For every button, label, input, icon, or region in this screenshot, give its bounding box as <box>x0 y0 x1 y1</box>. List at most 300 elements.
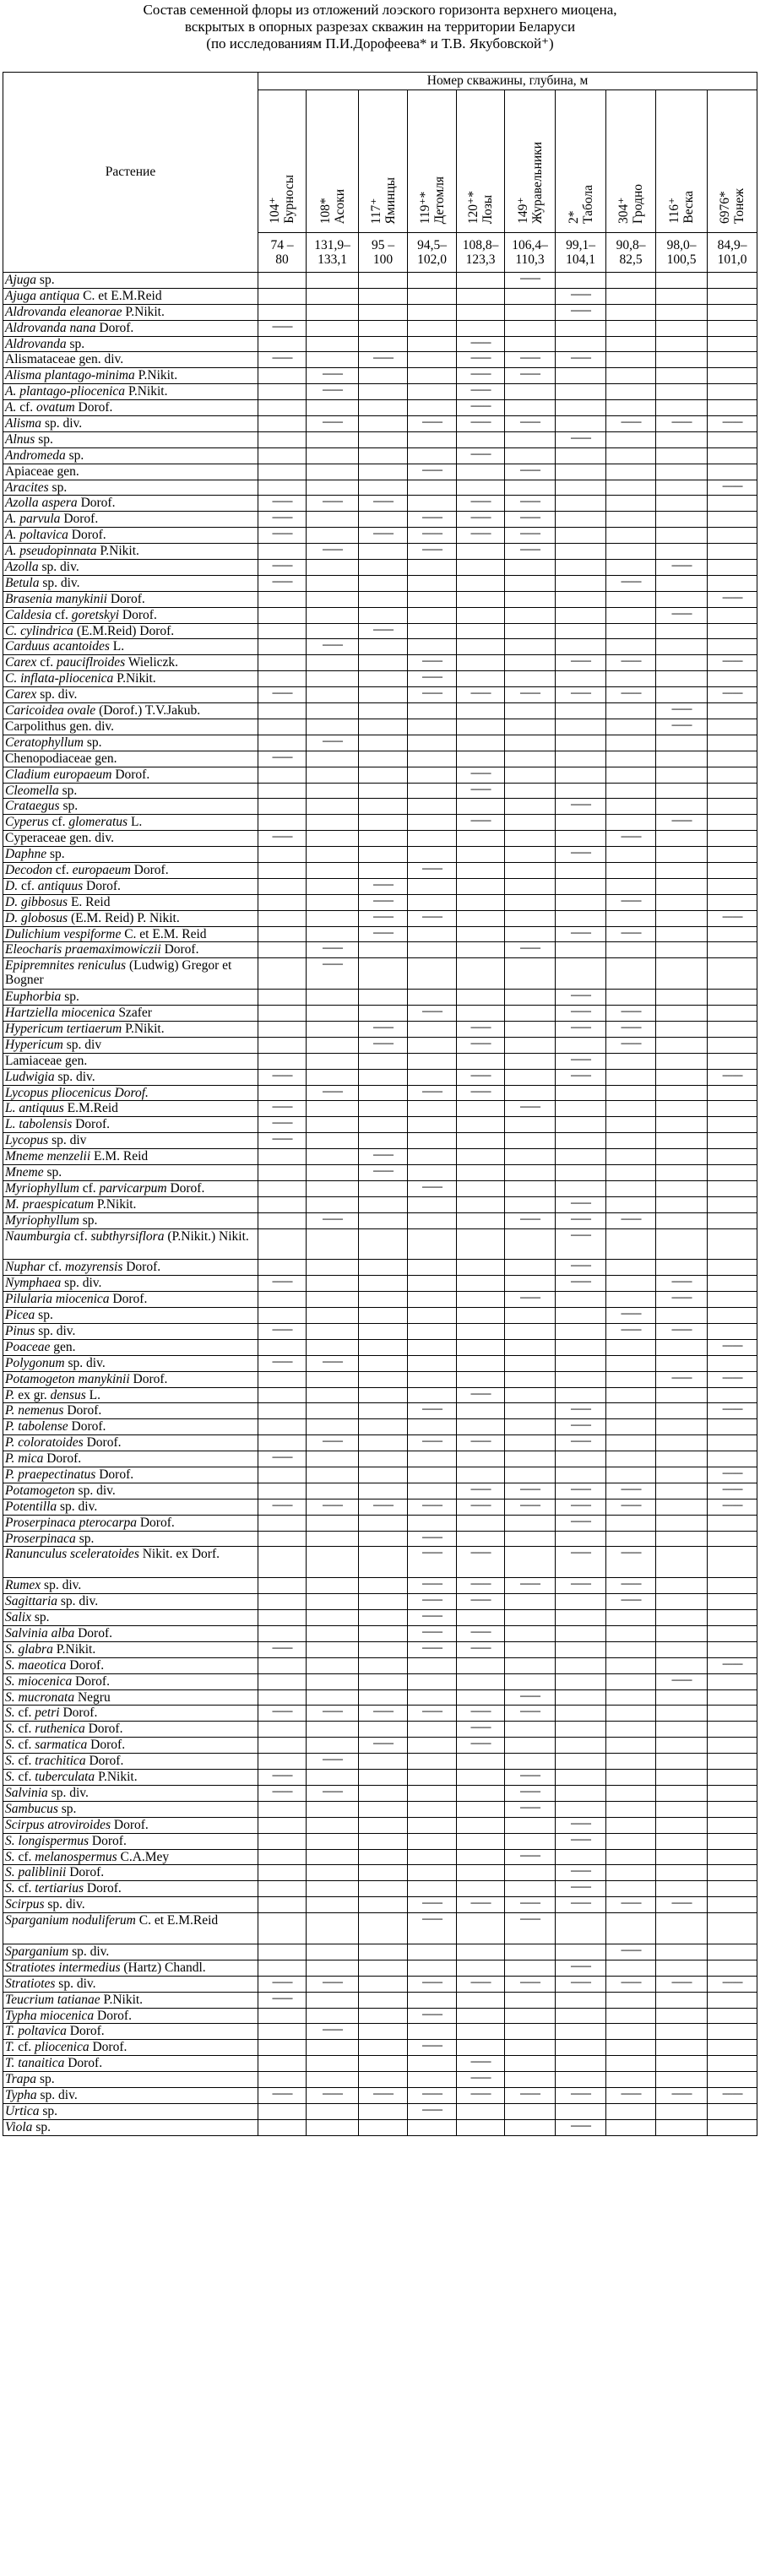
occurrence-cell <box>656 703 708 719</box>
occurrence-cell <box>606 1578 656 1594</box>
taxon-text: Dorof. <box>72 1673 110 1689</box>
taxon-text: sp. div. <box>44 1897 85 1912</box>
occurrence-cell <box>307 1292 359 1308</box>
table-row <box>3 1976 757 1992</box>
occurrence-cell <box>556 1451 606 1467</box>
taxon-text: cf. <box>14 1722 35 1737</box>
occurrence-cell <box>408 2056 457 2072</box>
table-row <box>3 1722 757 1738</box>
taxon-italic: Epipremnites reniculus <box>5 958 127 973</box>
occurrence-cell <box>307 1053 359 1069</box>
occurrence-cell <box>606 1944 656 1960</box>
occurrence-cell <box>556 1292 606 1308</box>
occurrence-cell <box>656 1069 708 1085</box>
occurrence-cell <box>258 1531 307 1547</box>
taxon-text: sp. div. <box>36 687 78 702</box>
occurrence-cell <box>307 368 359 384</box>
occurrence-cell <box>307 1689 359 1706</box>
occurrence-cell <box>359 607 408 623</box>
occurrence-cell <box>606 464 656 480</box>
occurrence-cell <box>457 655 505 671</box>
occurrence-cell <box>556 1021 606 1037</box>
occurrence-cell <box>457 1944 505 1960</box>
plant-name <box>3 703 258 719</box>
occurrence-cell <box>505 480 556 496</box>
table-row <box>3 352 757 368</box>
taxon-italic: Caldesia <box>5 607 52 622</box>
occurrence-cell <box>505 1738 556 1754</box>
taxon-text: cf. <box>52 862 73 877</box>
taxon-text: L. <box>128 815 143 830</box>
occurrence-cell <box>505 878 556 894</box>
occurrence-cell <box>556 1117 606 1133</box>
plant-name <box>3 1228 258 1260</box>
well-label <box>567 185 595 224</box>
occurrence-cell <box>606 1260 656 1276</box>
plant-name <box>3 1037 258 1053</box>
occurrence-cell <box>307 1164 359 1180</box>
occurrence-cell <box>656 1149 708 1165</box>
presence-mark: -------- <box>322 1499 343 1510</box>
taxon-text: Dorof. <box>84 1722 123 1737</box>
well-depth <box>708 233 757 273</box>
occurrence-cell <box>307 1754 359 1770</box>
occurrence-cell <box>258 1133 307 1149</box>
taxon-italic: T. poltavica <box>5 2024 67 2039</box>
wells-group-header: Номер скважины, глубина, м <box>258 73 757 90</box>
plant-name <box>3 1641 258 1657</box>
occurrence-cell <box>307 1101 359 1117</box>
taxon-text: P.Nikit. <box>122 304 165 319</box>
presence-mark: -------- <box>722 1467 743 1479</box>
occurrence-cell <box>656 288 708 304</box>
occurrence-cell <box>505 1673 556 1689</box>
well-site: Журавельники <box>529 142 545 224</box>
occurrence-cell <box>656 1578 708 1594</box>
occurrence-cell <box>359 1053 408 1069</box>
presence-mark: -------- <box>470 1976 491 1988</box>
occurrence-cell <box>457 1101 505 1117</box>
occurrence-cell <box>408 368 457 384</box>
taxon-text: cf. <box>36 655 57 670</box>
occurrence-cell <box>556 735 606 751</box>
presence-mark: -------- <box>470 1069 491 1081</box>
occurrence-cell <box>505 1499 556 1515</box>
occurrence-cell <box>408 1499 457 1515</box>
occurrence-cell <box>708 336 757 352</box>
occurrence-cell <box>359 751 408 767</box>
occurrence-cell <box>556 2119 606 2135</box>
occurrence-cell <box>408 1817 457 1833</box>
occurrence-cell <box>708 1308 757 1324</box>
occurrence-cell <box>708 384 757 400</box>
occurrence-cell <box>457 1547 505 1578</box>
taxon-text: cf. <box>18 878 38 893</box>
occurrence-cell <box>258 1865 307 1881</box>
occurrence-cell <box>708 1069 757 1085</box>
occurrence-cell <box>656 799 708 815</box>
taxon-text: sp. <box>57 1801 77 1816</box>
taxon-italic: melanospermus <box>35 1849 117 1864</box>
plant-name <box>3 1992 258 2008</box>
presence-mark: -------- <box>570 1069 591 1081</box>
occurrence-cell <box>656 1164 708 1180</box>
occurrence-cell <box>556 336 606 352</box>
occurrence-cell <box>457 496 505 512</box>
presence-mark: -------- <box>470 527 491 540</box>
occurrence-cell <box>457 1706 505 1722</box>
occurrence-cell <box>606 496 656 512</box>
presence-mark: -------- <box>722 1499 743 1510</box>
taxon-italic: Mneme menzelii <box>5 1149 91 1164</box>
occurrence-cell <box>505 496 556 512</box>
occurrence-cell <box>307 1483 359 1499</box>
well-label <box>466 191 495 224</box>
occurrence-cell <box>656 1499 708 1515</box>
presence-mark: -------- <box>421 1180 442 1192</box>
occurrence-cell <box>408 878 457 894</box>
well-number: 149⁺ <box>515 197 530 224</box>
occurrence-cell <box>359 1435 408 1451</box>
occurrence-cell <box>258 1117 307 1133</box>
occurrence-cell <box>556 990 606 1006</box>
occurrence-cell <box>457 560 505 576</box>
occurrence-cell <box>307 687 359 703</box>
occurrence-cell <box>708 304 757 320</box>
presence-mark: -------- <box>470 2087 491 2099</box>
taxon-italic: Typha miocenica <box>5 2008 95 2023</box>
table-row <box>3 2119 757 2135</box>
occurrence-cell <box>457 544 505 560</box>
presence-mark: -------- <box>421 1499 442 1510</box>
occurrence-cell <box>556 1913 606 1944</box>
table-row <box>3 304 757 320</box>
occurrence-cell <box>408 1371 457 1387</box>
occurrence-cell <box>258 1308 307 1324</box>
occurrence-cell <box>408 288 457 304</box>
occurrence-cell <box>457 1913 505 1944</box>
occurrence-cell <box>606 1913 656 1944</box>
occurrence-cell <box>359 1849 408 1865</box>
taxon-text: Carpolithus gen. div. <box>5 719 115 734</box>
presence-mark: -------- <box>372 1499 394 1510</box>
occurrence-cell <box>708 1212 757 1228</box>
occurrence-cell <box>307 1960 359 1976</box>
occurrence-cell <box>656 1483 708 1499</box>
occurrence-cell <box>408 1069 457 1085</box>
presence-mark: -------- <box>570 1418 591 1431</box>
presence-mark: -------- <box>421 527 442 540</box>
occurrence-cell <box>258 847 307 863</box>
occurrence-cell <box>359 719 408 735</box>
occurrence-cell <box>408 560 457 576</box>
occurrence-cell <box>359 703 408 719</box>
occurrence-cell <box>556 1801 606 1817</box>
table-row <box>3 431 757 447</box>
occurrence-cell <box>556 1754 606 1770</box>
occurrence-cell <box>656 1276 708 1292</box>
occurrence-cell <box>359 1164 408 1180</box>
occurrence-cell <box>656 958 708 990</box>
table-row <box>3 447 757 464</box>
occurrence-cell <box>656 655 708 671</box>
taxon-text: sp. div. <box>35 1324 76 1338</box>
presence-mark: -------- <box>470 1499 491 1510</box>
occurrence-cell <box>556 687 606 703</box>
occurrence-cell <box>258 958 307 990</box>
well-site: Лозы <box>480 194 495 224</box>
occurrence-cell <box>307 1673 359 1689</box>
table-row <box>3 1021 757 1037</box>
presence-mark: -------- <box>519 1976 540 1988</box>
table-row <box>3 1770 757 1786</box>
occurrence-cell <box>457 447 505 464</box>
occurrence-cell <box>505 958 556 990</box>
occurrence-cell <box>408 607 457 623</box>
occurrence-cell <box>656 1897 708 1913</box>
occurrence-cell <box>556 958 606 990</box>
occurrence-cell <box>656 320 708 336</box>
occurrence-cell <box>656 1133 708 1149</box>
table-row <box>3 2103 757 2119</box>
presence-mark: -------- <box>570 1196 591 1208</box>
presence-mark: -------- <box>722 1371 743 1383</box>
occurrence-cell <box>307 352 359 368</box>
occurrence-cell <box>606 1817 656 1833</box>
occurrence-cell <box>359 1180 408 1196</box>
presence-mark: -------- <box>421 2008 442 2020</box>
occurrence-cell <box>258 384 307 400</box>
occurrence-cell <box>606 1451 656 1467</box>
occurrence-cell <box>708 1817 757 1833</box>
occurrence-cell <box>307 1387 359 1403</box>
occurrence-cell <box>656 1085 708 1101</box>
taxon-italic: Aldrovanda eleanorae <box>5 304 122 319</box>
table-row <box>3 1785 757 1801</box>
presence-mark: -------- <box>722 1657 743 1669</box>
presence-mark: -------- <box>470 1577 491 1590</box>
occurrence-cell <box>556 942 606 958</box>
plant-name <box>3 320 258 336</box>
taxon-text: P.Nikit. <box>52 1641 96 1657</box>
occurrence-cell <box>606 1180 656 1196</box>
taxon-text: ex gr. <box>14 1387 51 1402</box>
occurrence-cell <box>708 719 757 735</box>
plant-name <box>3 831 258 847</box>
presence-mark: -------- <box>621 1005 641 1017</box>
taxon-text: sp. div. <box>55 1976 96 1991</box>
taxon-text: Dorof. <box>59 1706 98 1721</box>
occurrence-cell <box>708 1133 757 1149</box>
occurrence-cell <box>258 1467 307 1483</box>
occurrence-cell <box>258 431 307 447</box>
taxon-text: E. Reid <box>68 894 111 909</box>
plant-name <box>3 1308 258 1324</box>
occurrence-cell <box>606 2087 656 2103</box>
table-row <box>3 1547 757 1578</box>
taxon-italic: Cyperus <box>5 815 49 830</box>
presence-mark: -------- <box>322 1976 343 1988</box>
occurrence-cell <box>505 352 556 368</box>
taxon-text: Dorof. <box>64 2056 103 2071</box>
taxon-text: Dorof. <box>130 862 169 877</box>
taxon-italic: Proserpinaca pterocarpa <box>5 1515 137 1530</box>
taxon-text: sp. <box>66 336 85 351</box>
occurrence-cell <box>708 1483 757 1499</box>
occurrence-cell <box>258 1149 307 1165</box>
well-depth <box>457 233 505 273</box>
occurrence-cell <box>708 1260 757 1276</box>
occurrence-cell <box>606 1339 656 1355</box>
occurrence-cell <box>307 1738 359 1754</box>
taxon-text: sp. <box>36 2072 55 2087</box>
occurrence-cell <box>606 894 656 910</box>
presence-mark: -------- <box>570 1228 591 1240</box>
presence-mark: -------- <box>470 1085 491 1097</box>
caption-line: Состав семенной флоры из отложений лоэского горизонта верхнего миоцена, <box>143 2 617 18</box>
table-row <box>3 2087 757 2103</box>
occurrence-cell <box>457 831 505 847</box>
occurrence-cell <box>708 528 757 544</box>
taxon-text: sp. <box>39 2103 58 2118</box>
occurrence-cell <box>457 1355 505 1371</box>
occurrence-cell <box>656 1451 708 1467</box>
taxon-text: P.Nikit. <box>134 368 178 383</box>
table-row <box>3 2024 757 2040</box>
occurrence-cell <box>258 687 307 703</box>
occurrence-cell <box>556 1992 606 2008</box>
plant-name <box>3 655 258 671</box>
occurrence-cell <box>359 687 408 703</box>
occurrence-cell <box>556 1976 606 1992</box>
taxon-italic: P. coloratoides <box>5 1435 84 1451</box>
occurrence-cell <box>258 575 307 591</box>
occurrence-cell <box>307 1897 359 1913</box>
occurrence-cell <box>505 575 556 591</box>
presence-mark: -------- <box>322 1085 343 1097</box>
occurrence-cell <box>556 639 606 655</box>
occurrence-cell <box>307 288 359 304</box>
occurrence-cell <box>457 1976 505 1992</box>
taxon-italic: S. glabra <box>5 1641 53 1657</box>
caption-line: вскрытых в опорных разрезах скважин на территории Беларуси <box>184 19 576 35</box>
presence-mark: -------- <box>570 654 591 667</box>
taxon-text: Cyperaceae gen. div. <box>5 831 114 846</box>
taxon-italic: Myriophyllum <box>5 1212 79 1228</box>
table-row <box>3 1578 757 1594</box>
presence-mark: -------- <box>722 1402 743 1415</box>
presence-mark: -------- <box>519 464 540 475</box>
occurrence-cell <box>606 926 656 942</box>
taxon-text: C.A.Mey <box>117 1849 170 1864</box>
table-row <box>3 496 757 512</box>
plant-name <box>3 1881 258 1897</box>
occurrence-cell <box>408 1355 457 1371</box>
occurrence-cell <box>656 512 708 528</box>
occurrence-cell <box>556 320 606 336</box>
occurrence-cell <box>505 273 556 289</box>
occurrence-cell <box>457 1897 505 1913</box>
well-depth <box>359 233 408 273</box>
occurrence-cell <box>606 1276 656 1292</box>
taxon-text: cf. <box>52 607 72 622</box>
occurrence-cell <box>258 496 307 512</box>
taxon-text: P.Nikit. <box>100 1992 144 2007</box>
plant-name <box>3 496 258 512</box>
occurrence-cell <box>359 799 408 815</box>
presence-mark: -------- <box>470 1037 491 1049</box>
occurrence-cell <box>505 384 556 400</box>
taxon-text: sp. div. <box>64 1355 106 1370</box>
occurrence-cell <box>556 1833 606 1849</box>
occurrence-cell <box>606 273 656 289</box>
occurrence-cell <box>258 1594 307 1610</box>
presence-mark: -------- <box>671 702 692 715</box>
presence-mark: -------- <box>470 783 491 794</box>
taxon-text: sp. div. <box>74 1483 116 1498</box>
occurrence-cell <box>606 1849 656 1865</box>
taxon-text: sp. <box>35 1308 53 1323</box>
occurrence-cell <box>359 447 408 464</box>
taxon-italic: S. maeotica <box>5 1657 67 1673</box>
occurrence-cell <box>408 1626 457 1642</box>
occurrence-cell <box>258 1689 307 1706</box>
occurrence-cell <box>606 512 656 528</box>
occurrence-cell <box>606 719 656 735</box>
depth-line: 90,8– <box>616 238 646 252</box>
occurrence-cell <box>307 1641 359 1657</box>
well-depth <box>556 233 606 273</box>
occurrence-cell <box>457 1499 505 1515</box>
occurrence-cell <box>408 1897 457 1913</box>
occurrence-cell <box>656 1339 708 1355</box>
plant-name <box>3 512 258 528</box>
occurrence-cell <box>258 1037 307 1053</box>
occurrence-cell <box>505 2103 556 2119</box>
taxon-text: Dorof. <box>111 767 150 782</box>
plant-name <box>3 1897 258 1913</box>
occurrence-cell <box>556 1371 606 1387</box>
occurrence-cell <box>708 1657 757 1673</box>
occurrence-cell <box>457 1164 505 1180</box>
plant-name <box>3 1419 258 1435</box>
occurrence-cell <box>408 735 457 751</box>
presence-mark: -------- <box>570 431 591 443</box>
presence-mark: -------- <box>421 1577 442 1590</box>
table-row <box>3 1149 757 1165</box>
occurrence-cell <box>556 1531 606 1547</box>
occurrence-cell <box>505 1196 556 1212</box>
taxon-text: sp. <box>32 2119 51 2134</box>
taxon-text: Dorof. <box>74 400 113 415</box>
presence-mark: -------- <box>421 543 442 556</box>
presence-mark: -------- <box>621 2087 641 2099</box>
occurrence-cell <box>656 990 708 1006</box>
occurrence-cell <box>359 2056 408 2072</box>
occurrence-cell <box>258 512 307 528</box>
presence-mark: -------- <box>272 511 292 523</box>
occurrence-cell <box>359 1387 408 1403</box>
plant-name <box>3 2103 258 2119</box>
occurrence-cell <box>408 942 457 958</box>
taxon-italic: S. <box>5 1706 15 1721</box>
occurrence-cell <box>307 1451 359 1467</box>
occurrence-cell <box>408 767 457 783</box>
occurrence-cell <box>556 1276 606 1292</box>
plant-name <box>3 1196 258 1212</box>
presence-mark: -------- <box>322 1753 343 1765</box>
plant-name <box>3 273 258 289</box>
